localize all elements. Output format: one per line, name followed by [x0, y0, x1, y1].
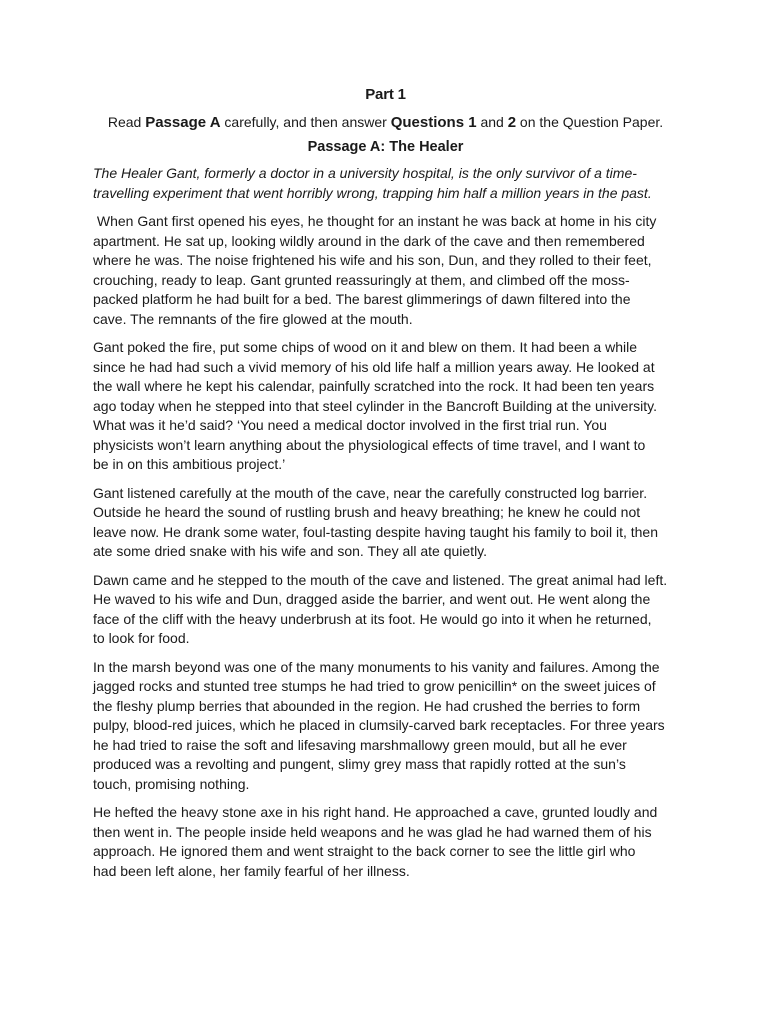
paragraph-line: Gant listened carefully at the mouth of the cave, near the carefully constructed log barrier.: [93, 484, 648, 501]
paragraph-line: physicists won’t learn anything about the physiological effects of time travel, and I want to: [93, 436, 646, 453]
paragraph-line: packed platform he had built for a bed. The barest glimmerings of dawn filtered into the: [93, 291, 631, 307]
paragraph-line: approach. He ignored them and went straight to the back corner to see the little girl who: [93, 843, 636, 859]
paragraph-line: had been left alone, her family fearful of her illness.: [93, 862, 410, 879]
paragraph-line: In the marsh beyond was one of the many monuments to his vanity and failures. Among the: [93, 658, 660, 675]
paragraph-line: apartment. He sat up, looking wildly around in the dark of the cave and then remembered: [93, 232, 645, 249]
intro-line: The Healer Gant, formerly a doctor in a university hospital, is the only survivor of a time-: [93, 165, 637, 181]
paragraph-line: jagged rocks and stunted tree stumps he had tried to grow penicillin* on the sweet juices of: [93, 678, 656, 694]
paragraph-line: the wall where he kept his calendar, painfully scratched into the rock. It had been ten years: [93, 378, 655, 394]
instruction-text-3: and: [476, 114, 508, 130]
paragraph-4: [93, 571, 678, 649]
paragraph-line: face of the cliff with the heavy underbrush at its foot. He would go into it when he returned,: [93, 610, 652, 627]
paragraph-line: crouching, ready to leap. Gant grunted reassuringly at them, and climbed off the moss-: [93, 271, 630, 288]
paragraph-line: Gant poked the fire, put some chips of wood on it and blew on them. It had been a while: [93, 339, 638, 355]
passage-title: Passage A: The Healer: [307, 139, 464, 155]
paragraph-line: produced was a revolting and pungent, slimy grey mass that rapidly rotted at the sun’s: [93, 756, 626, 772]
paragraph-line: where he was. The noise frightened his wife and his son, Dun, and they rolled to their feet,: [93, 252, 652, 268]
paragraph-line: What was it he’d said? ‘You need a medical doctor involved in the first trial run. You: [93, 417, 607, 433]
paragraph-6: [93, 803, 678, 881]
paragraph-line: to look for food.: [93, 630, 190, 646]
instruction-question-2-ref: 2: [507, 114, 517, 131]
instruction-passage-ref: Passage A: [145, 114, 221, 131]
passage-intro: [93, 164, 678, 203]
instruction-text-2: carefully, and then answer: [220, 114, 391, 130]
paragraph-line: When Gant first opened his eyes, he thought for an instant he was back at home in his city: [93, 213, 657, 229]
paragraph-line: touch, promising nothing.: [93, 775, 250, 792]
document-content: [93, 86, 678, 890]
part-title: Part 1: [365, 86, 406, 103]
paragraph-2: [93, 338, 678, 475]
paragraph-line: the fleshy plump berries that abounded in the region. He had crushed the berries to form: [93, 697, 641, 714]
paragraph-line: ate some dried snake with his wife and son. They all ate quietly.: [93, 543, 488, 559]
paragraph-line: He hefted the heavy stone axe in his right hand. He approached a cave, grunted loudly and: [93, 804, 658, 820]
paragraph-5: [93, 658, 678, 795]
instruction-line: [93, 114, 678, 131]
paragraph-3: [93, 484, 678, 562]
paragraph-line: then went in. The people inside held weapons and he was glad he had warned them of his: [93, 823, 652, 840]
paragraph-line: be in on this ambitious project.’: [93, 456, 286, 472]
paragraph-line: ago today when he stepped into that steel cylinder in the Bancroft Building at the university.: [93, 397, 657, 414]
paragraph-line: since he had had such a vivid memory of his old life half a million years away. He looked at: [93, 358, 655, 375]
paragraph-line: Outside he heard the sound of rustling brush and heavy breathing; he knew he could not: [93, 504, 641, 520]
intro-line: travelling experiment that went horribly wrong, trapping him half a million years in the past.: [93, 184, 652, 201]
paragraph-line: he had tried to raise the soft and lifesaving marshmallowy green mould, but all he ever: [93, 736, 627, 753]
instruction-text-4: on the Question Paper.: [516, 114, 664, 130]
paragraph-line: Dawn came and he stepped to the mouth of the cave and listened. The great animal had left.: [93, 571, 668, 588]
paragraph-line: He waved to his wife and Dun, dragged aside the barrier, and went out. He went along the: [93, 591, 651, 607]
paragraph-line: pulpy, blood-red juices, which he placed in clumsily-carved bark receptacles. For three years: [93, 717, 665, 733]
paragraph-1: [93, 212, 678, 329]
instruction-question-1-ref: Questions 1: [390, 114, 477, 131]
paragraph-line: leave now. He drank some water, foul-tasting despite having taught his family to boil it, then: [93, 523, 658, 540]
instruction-text-1: Read: [107, 114, 146, 130]
paragraph-line: cave. The remnants of the fire glowed at the mouth.: [93, 310, 413, 327]
